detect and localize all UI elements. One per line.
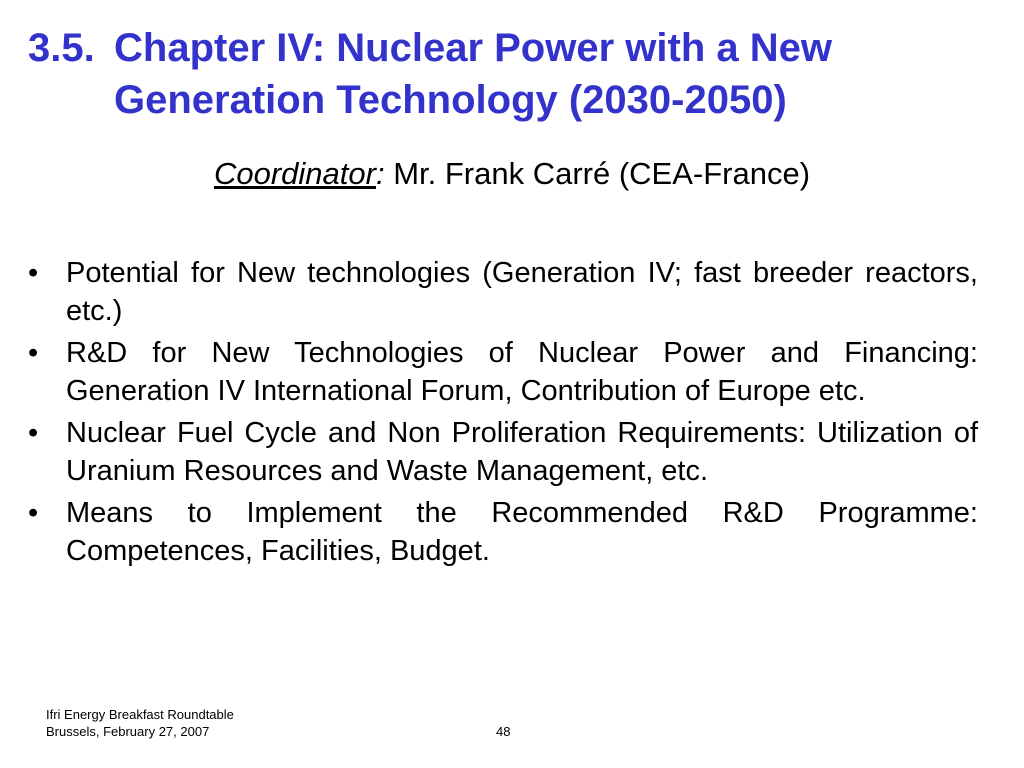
bullet-icon: • (28, 497, 39, 529)
footer (46, 706, 234, 740)
bullet-item (28, 334, 978, 410)
bullet-text: Means to Implement the Recommended R&D Programme: Competences, Facilities, Budget. (66, 497, 978, 567)
footer-event: Ifri Energy Breakfast Roundtable (46, 707, 234, 722)
coordinator-value: Mr. Frank Carré (CEA-France) (384, 156, 811, 191)
coordinator-colon: : (375, 156, 385, 191)
bullet-item (28, 254, 978, 330)
bullet-text: Nuclear Fuel Cycle and Non Proliferation Requirements: Utilization of Uranium Resources and Waste Management, etc. (66, 417, 978, 487)
bullet-icon: • (28, 257, 39, 289)
coordinator-label: Coordinator (213, 156, 376, 191)
bullet-item (28, 414, 978, 490)
bullet-text: Potential for New technologies (Generation IV; fast breeder reactors, etc.) (66, 257, 978, 327)
page-number: 48 (496, 724, 511, 739)
slide-title (28, 22, 988, 126)
bullet-list (28, 254, 978, 574)
bullet-text: R&D for New Technologies of Nuclear Power and Financing: Generation IV International Forum, Contribution of Europe etc. (66, 337, 978, 407)
bullet-icon: • (28, 337, 39, 369)
bullet-item (28, 494, 978, 570)
title-line-1: Chapter IV: Nuclear Power with a New (114, 26, 832, 70)
bullet-icon: • (28, 417, 39, 449)
title-number: 3.5. (28, 26, 95, 70)
title-line-2: Generation Technology (2030-2050) (114, 78, 787, 122)
footer-date: Brussels, February 27, 2007 (46, 724, 210, 739)
coordinator-line (0, 154, 1024, 194)
